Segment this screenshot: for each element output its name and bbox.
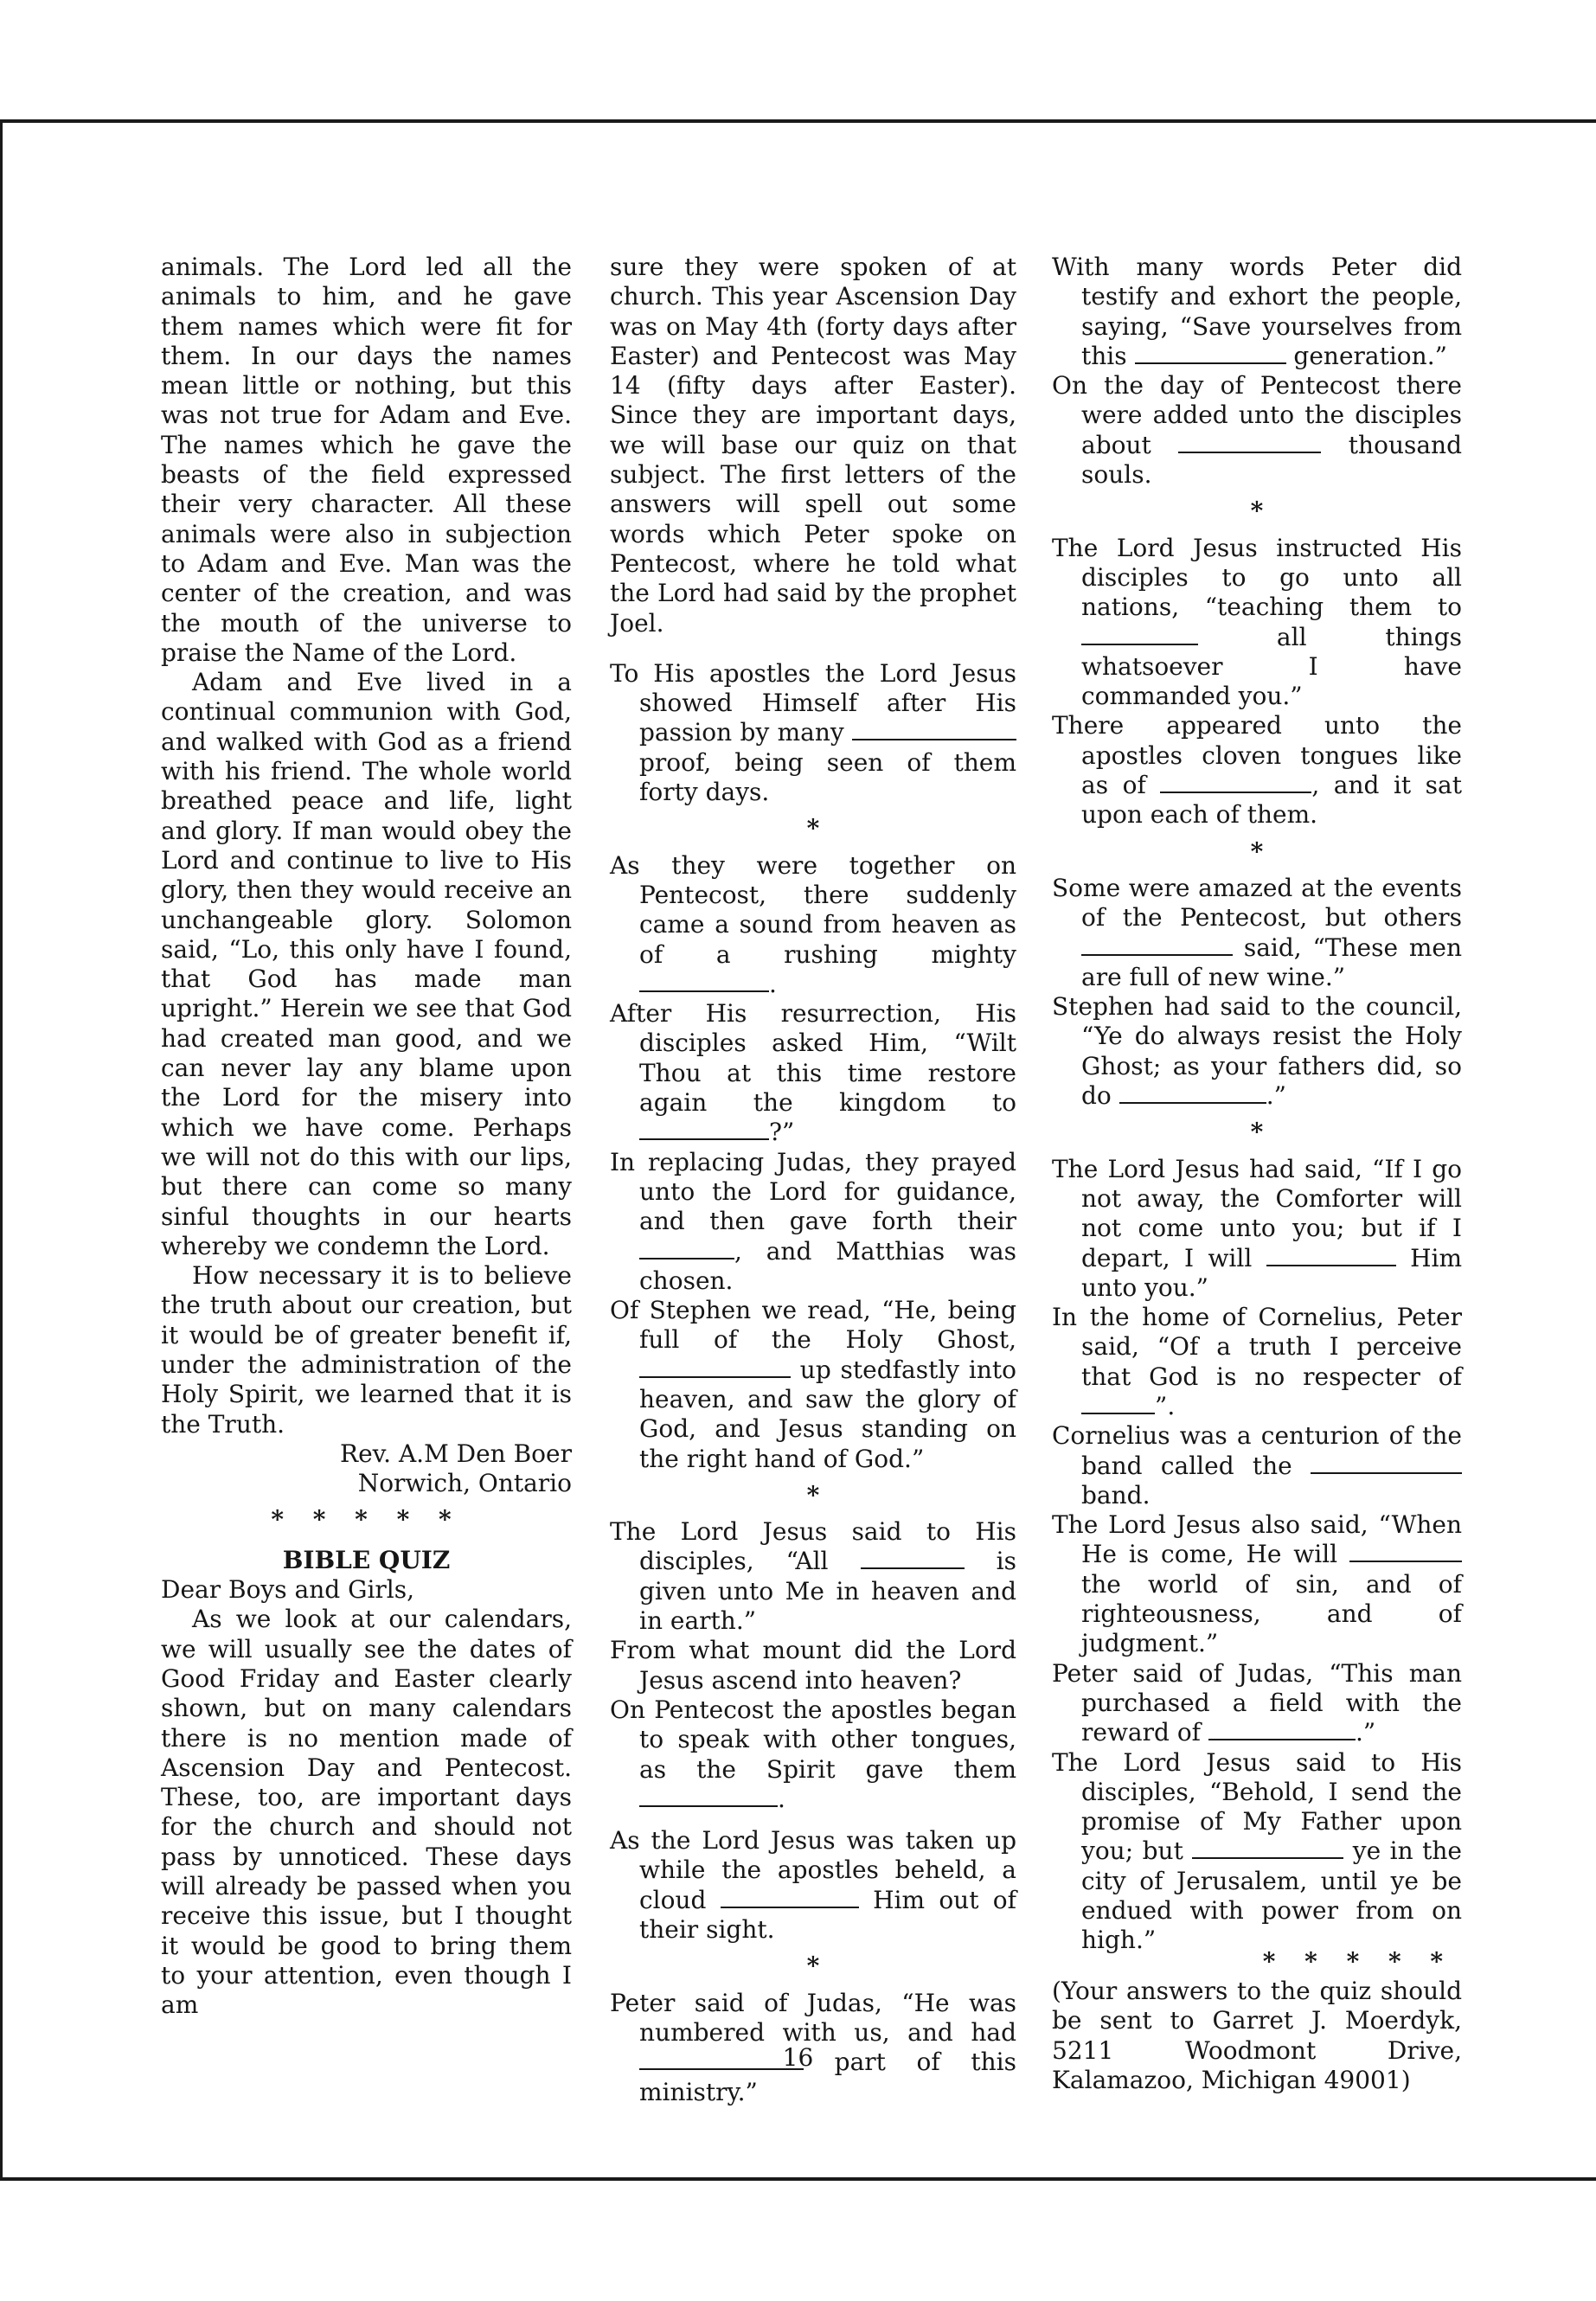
quiz-question-16: Stephen had said to the council, “Ye do always resist the Holy Ghost; as your fathers did, so do .” — [1052, 992, 1462, 1111]
star-separator: * — [806, 1480, 820, 1509]
star-separator: * — [806, 1952, 820, 1981]
star-separator: * — [1250, 836, 1264, 866]
quiz-question-10: Peter said of Judas, “He was numbered with us, and had part of this ministry.” — [610, 1988, 1016, 2106]
quiz-question-22: The Lord Jesus said to His disciples, “Behold, I send the promise of My Father upon you; but ye in the city of Jerusalem, until ye be endued with power from on high.” — [1052, 1747, 1462, 1955]
quiz-question-13: The Lord Jesus instructed His disciples to go unto all nations, “teaching them to all things whatsoever I have commanded you.” — [1052, 533, 1462, 711]
quiz-question-1: To His apostles the Lord Jesus showed Himself after His passion by many proof, being seen of them forty days. — [610, 658, 1016, 807]
section-separator: * * * * * — [271, 1505, 462, 1535]
quiz-question-20: The Lord Jesus also said, “When He is come, He will the world of sin, and of righteousness, and of judgment.” — [1052, 1510, 1462, 1658]
quiz-question-12: On the day of Pentecost there were added unto the disciples about thousand souls. — [1052, 371, 1462, 490]
star-separator: * — [806, 814, 820, 843]
quiz-intro-continued: sure they were spoken of at church. This year Ascension Day was on May 4th (forty days after Easter) and Pentecost was May 14 (fifty days after Easter). Since they are important days, we will base our quiz on that subject. The first letters of the answers will spell out some words which Peter spoke on Pentecost, where he told what the Lord had said by the prophet Joel. — [610, 253, 1016, 638]
quiz-closing-note: (Your answers to the quiz should be sent to Garret J. Moerdyk, 5211 Woodmont Drive, Kalamazoo, Michigan 49001) — [1052, 1976, 1462, 2094]
quiz-question-6: The Lord Jesus said to His disciples, “All is given unto Me in heaven and in earth.” — [610, 1517, 1016, 1636]
quiz-question-19: Cornelius was a centurion of the band called the band. — [1052, 1421, 1462, 1509]
quiz-question-4: In replacing Judas, they prayed unto the Lord for guidance, and then gave forth their , and Matthias was chosen. — [610, 1147, 1016, 1295]
star-separator: * — [1250, 1118, 1264, 1147]
quiz-question-7: From what mount did the Lord Jesus ascend into heaven? — [610, 1636, 1016, 1695]
quiz-question-18: In the home of Cornelius, Peter said, “Of a truth I perceive that God is no respecter of ”. — [1052, 1303, 1462, 1420]
quiz-question-15: Some were amazed at the events of the Pentecost, but others said, “These men are full of new wine.” — [1052, 873, 1462, 991]
quiz-question-5: Of Stephen we read, “He, being full of the Holy Ghost, up stedfastly into heaven, and saw the glory of God, and Jesus standing on the right hand of God.” — [610, 1296, 1016, 1473]
quiz-question-9: As the Lord Jesus was taken up while the apostles beheld, a cloud Him out of their sight. — [610, 1826, 1016, 1945]
section-separator: * * * * * — [1262, 1946, 1453, 1976]
signature-name: Rev. A.M Den Boer — [340, 1439, 572, 1468]
signature-place: Norwich, Ontario — [357, 1469, 572, 1498]
page-number: 16 — [782, 2043, 814, 2072]
star-separator: * — [1250, 497, 1264, 526]
creation-paragraph-2: Adam and Eve lived in a continual communion with God, and walked with God as a friend with his friend. The whole world breathed peace and life, light and glory. If man would obey the Lord and continue to live to His glory, then they would receive an unchangeable glory. Solomon said, “Lo, this only have I found, that God has made man upright.” Herein we see that God had created man good, and we can never lay any blame upon the Lord for the misery into which we have come. Perhaps we will not do this with our lips, but there can come so many sinful thoughts in our hearts whereby we condemn the Lord. — [161, 668, 572, 1260]
quiz-heading: BIBLE QUIZ — [282, 1545, 451, 1574]
creation-paragraph-1: animals. The Lord led all the animals to him, and he gave them names which were fit for them. In our days the names mean little or nothing, but this was not true for Adam and Eve. The names which he gave the beasts of the field expressed their very character. All these animals were also in subjection to Adam and Eve. Man was the center of the creation, and was the mouth of the universe to praise the Name of the Lord. — [161, 253, 572, 667]
quiz-question-2: As they were together on Pentecost, there suddenly came a sound from heaven as of a rushing mighty . — [610, 850, 1016, 998]
column-3 — [1052, 253, 1462, 2095]
quiz-question-8: On Pentecost the apostles began to speak with other tongues, as the Spirit gave them . — [610, 1695, 1016, 1813]
quiz-intro: As we look at our calendars, we will usually see the dates of Good Friday and Easter clearly shown, but on many calendars there is no mention made of Ascension Day and Pentecost. These, too, are important days for the church and should not pass by unnoticed. These days will already be passed when you receive this issue, but I thought it would be good to bring them to your attention, even though I am — [161, 1605, 572, 2020]
quiz-question-17: The Lord Jesus had said, “If I go not away, the Comforter will not come unto you; but if I depart, I will Him unto you.” — [1052, 1154, 1463, 1302]
column-2 — [610, 253, 1016, 2107]
column-1 — [161, 253, 572, 2021]
quiz-question-14: There appeared unto the apostles cloven tongues like as of , and it sat upon each of them. — [1052, 711, 1462, 830]
quiz-question-11: With many words Peter did testify and exhort the people, saying, “Save yourselves from this generation.” — [1052, 253, 1462, 370]
quiz-salutation: Dear Boys and Girls, — [161, 1575, 415, 1605]
quiz-question-3: After His resurrection, His disciples asked Him, “Wilt Thou at this time restore again the kingdom to ?” — [610, 999, 1016, 1147]
creation-paragraph-3: How necessary it is to believe the truth about our creation, but it would be of greater benefit if, under the administration of the Holy Spirit, we learned that it is the Truth. — [161, 1261, 572, 1439]
quiz-question-21: Peter said of Judas, “This man purchased a field with the reward of .” — [1052, 1658, 1462, 1747]
